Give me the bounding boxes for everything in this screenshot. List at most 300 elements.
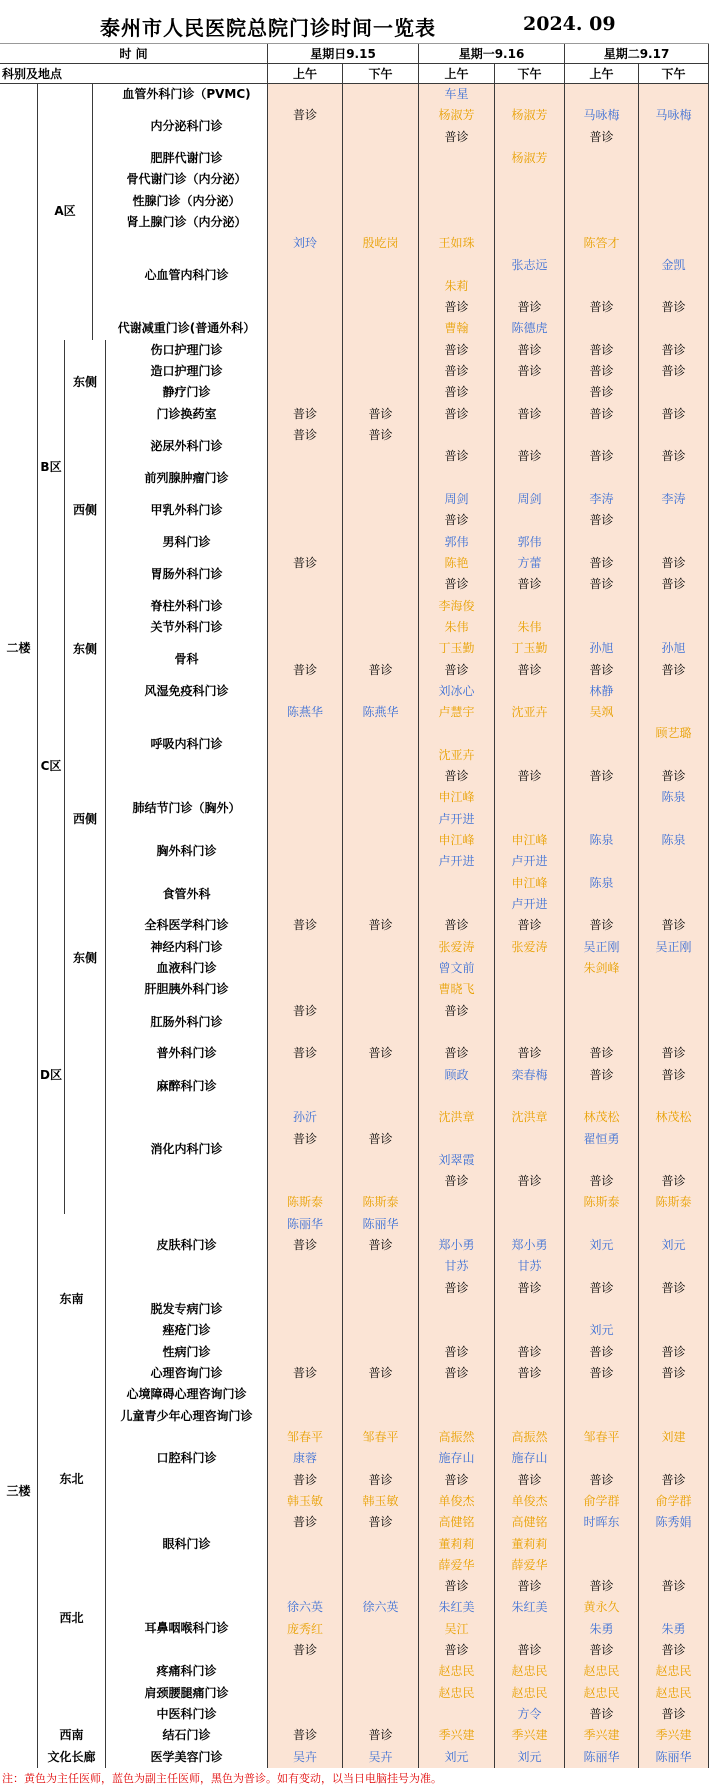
schedule-cell: 赵忠民 <box>495 1683 565 1705</box>
schedule-cell <box>343 1107 419 1129</box>
schedule-cell: 普诊 <box>268 105 343 127</box>
schedule-cell <box>343 382 419 404</box>
schedule-cell <box>343 745 419 767</box>
schedule-cell: 普诊 <box>639 915 709 937</box>
dept-label: 泌尿外科门诊 <box>106 425 268 469</box>
group-xinan: 西南 <box>38 1725 106 1747</box>
schedule-cell <box>343 318 419 340</box>
schedule-cell: 普诊 <box>565 1640 639 1662</box>
group-floor3: 三楼 <box>0 1214 38 1769</box>
dept-label: 结石门诊 <box>106 1725 268 1747</box>
schedule-cell <box>268 1065 343 1087</box>
schedule-cell <box>419 212 495 234</box>
schedule-cell: 韩玉敏 <box>343 1491 419 1513</box>
dept-label: 皮肤科门诊 <box>106 1192 268 1300</box>
schedule-cell <box>419 1022 495 1044</box>
schedule-cell <box>343 1320 419 1342</box>
schedule-cell: 普诊 <box>565 361 639 383</box>
schedule-cell <box>419 1129 495 1151</box>
schedule-cell <box>343 1661 419 1683</box>
schedule-cell <box>268 361 343 383</box>
dept-label: 血液科门诊 <box>106 958 268 980</box>
schedule-cell: 陈丽华 <box>343 1214 419 1236</box>
schedule-cell <box>268 148 343 170</box>
schedule-cell: 车星 <box>419 84 495 106</box>
group-east: 东侧 <box>65 937 106 981</box>
schedule-cell: 吴卉 <box>268 1747 343 1769</box>
schedule-cell: 普诊 <box>268 915 343 937</box>
schedule-cell <box>343 617 419 639</box>
schedule-cell: 朱莉 <box>419 276 495 298</box>
schedule-cell <box>268 1384 343 1406</box>
schedule-cell: 普诊 <box>565 1043 639 1065</box>
schedule-cell <box>343 894 419 916</box>
page-title: 泰州市人民医院总院门诊时间一览表 <box>100 16 436 40</box>
schedule-cell: 曹晓飞 <box>419 979 495 1001</box>
schedule-cell: 普诊 <box>639 574 709 596</box>
schedule-cell <box>565 787 639 809</box>
schedule-cell: 普诊 <box>495 1278 565 1300</box>
schedule-cell: 普诊 <box>565 446 639 468</box>
schedule-cell <box>343 553 419 575</box>
schedule-cell <box>343 1001 419 1023</box>
schedule-cell <box>419 169 495 191</box>
schedule-cell: 普诊 <box>565 382 639 404</box>
schedule-cell: 季兴建 <box>419 1725 495 1747</box>
schedule-cell: 陈斯泰 <box>343 1192 419 1214</box>
dept-label: 消化内科门诊 <box>106 1107 268 1193</box>
schedule-cell <box>639 1001 709 1023</box>
schedule-cell <box>419 1704 495 1726</box>
schedule-cell <box>565 169 639 191</box>
schedule-cell <box>268 1342 343 1364</box>
schedule-cell <box>495 1129 565 1151</box>
schedule-cell <box>343 1683 419 1705</box>
header-am: 上午 <box>419 64 495 84</box>
schedule-cell: 普诊 <box>419 1278 495 1300</box>
schedule-cell: 施存山 <box>495 1448 565 1470</box>
schedule-cell: 普诊 <box>565 766 639 788</box>
schedule-cell <box>268 1256 343 1278</box>
schedule-cell <box>639 1448 709 1470</box>
schedule-cell <box>343 1534 419 1556</box>
schedule-cell: 普诊 <box>565 1704 639 1726</box>
schedule-cell: 普诊 <box>565 660 639 682</box>
schedule-cell: 赵忠民 <box>639 1661 709 1683</box>
schedule-cell: 曾文前 <box>419 958 495 980</box>
header-am: 上午 <box>565 64 639 84</box>
schedule-cell <box>565 1406 639 1428</box>
schedule-cell: 普诊 <box>419 1171 495 1193</box>
schedule-cell: 普诊 <box>639 766 709 788</box>
dept-label: 肺结节门诊（胸外） <box>106 787 268 831</box>
schedule-cell <box>565 532 639 554</box>
schedule-cell <box>343 638 419 660</box>
group-dongbei: 东北 <box>38 1448 106 1513</box>
schedule-cell: 韩玉敏 <box>268 1491 343 1513</box>
dept-label: 胃肠外科门诊 <box>106 553 268 597</box>
schedule-cell <box>343 340 419 362</box>
dept-label: 肾上腺门诊（内分泌） <box>106 212 268 234</box>
header-day-2: 星期二9.17 <box>565 44 709 64</box>
schedule-cell: 普诊 <box>639 1363 709 1385</box>
schedule-cell <box>565 1022 639 1044</box>
schedule-cell <box>268 297 343 319</box>
schedule-cell: 翟恒勇 <box>565 1129 639 1151</box>
schedule-cell <box>343 681 419 703</box>
schedule-cell <box>565 809 639 831</box>
schedule-cell <box>268 1534 343 1556</box>
schedule-cell <box>495 958 565 980</box>
schedule-cell: 陈艳 <box>419 553 495 575</box>
group-zoneA: A区 <box>38 84 93 341</box>
dept-label: 关节外科门诊 <box>106 617 268 639</box>
schedule-cell <box>495 1001 565 1023</box>
schedule-cell: 杨淑芳 <box>419 105 495 127</box>
schedule-cell: 赵忠民 <box>495 1661 565 1683</box>
schedule-cell <box>639 148 709 170</box>
schedule-cell: 周剑 <box>495 489 565 511</box>
schedule-cell <box>639 318 709 340</box>
schedule-cell: 普诊 <box>419 1576 495 1598</box>
schedule-cell: 高健铭 <box>495 1512 565 1534</box>
schedule-cell: 普诊 <box>268 553 343 575</box>
dept-label: 心理咨询门诊 <box>106 1363 268 1385</box>
schedule-cell <box>495 1406 565 1428</box>
schedule-cell: 普诊 <box>639 553 709 575</box>
dept-label: 心境障碍心理咨询门诊 <box>106 1384 268 1406</box>
schedule-cell <box>343 1086 419 1108</box>
schedule-cell: 吴飒 <box>565 702 639 724</box>
dept-label: 静疗门诊 <box>106 382 268 404</box>
schedule-cell: 刘冰心 <box>419 681 495 703</box>
schedule-cell <box>268 638 343 660</box>
schedule-cell <box>343 1256 419 1278</box>
schedule-cell <box>495 787 565 809</box>
schedule-cell <box>343 596 419 618</box>
schedule-cell: 申江峰 <box>419 830 495 852</box>
schedule-cell: 卢开进 <box>495 851 565 873</box>
schedule-cell <box>565 745 639 767</box>
dept-label: 心血管内科门诊 <box>106 233 268 319</box>
schedule-cell: 陈德虎 <box>495 318 565 340</box>
schedule-cell: 陈泉 <box>565 830 639 852</box>
schedule-cell <box>495 510 565 532</box>
schedule-cell: 朱剑峰 <box>565 958 639 980</box>
group-east: 东侧 <box>65 596 106 704</box>
schedule-cell <box>343 468 419 490</box>
schedule-cell: 普诊 <box>419 1342 495 1364</box>
schedule-cell <box>268 318 343 340</box>
schedule-cell: 普诊 <box>639 446 709 468</box>
dept-label: 性病门诊 <box>106 1342 268 1364</box>
dept-label: 骨代谢门诊（内分泌） <box>106 169 268 191</box>
schedule-cell <box>419 873 495 895</box>
schedule-cell <box>268 1661 343 1683</box>
schedule-cell: 朱红美 <box>419 1597 495 1619</box>
schedule-cell: 甘苏 <box>495 1256 565 1278</box>
schedule-cell <box>495 468 565 490</box>
dept-label: 代谢减重门诊(普通外科） <box>106 318 268 340</box>
schedule-cell: 卢慧宇 <box>419 702 495 724</box>
schedule-cell: 普诊 <box>419 1363 495 1385</box>
schedule-cell: 普诊 <box>639 340 709 362</box>
schedule-cell: 普诊 <box>419 574 495 596</box>
schedule-cell: 普诊 <box>565 915 639 937</box>
schedule-cell: 董莉莉 <box>495 1534 565 1556</box>
group-blank <box>38 1384 106 1449</box>
schedule-cell <box>343 1555 419 1577</box>
page-date: 2024. 09 <box>523 13 616 35</box>
schedule-cell <box>419 468 495 490</box>
schedule-cell <box>495 1086 565 1108</box>
schedule-cell: 刘玲 <box>268 233 343 255</box>
schedule-cell <box>343 446 419 468</box>
schedule-cell <box>268 212 343 234</box>
schedule-cell <box>268 340 343 362</box>
schedule-cell <box>565 191 639 213</box>
schedule-cell: 陈秀娟 <box>639 1512 709 1534</box>
schedule-cell <box>419 148 495 170</box>
header-am: 上午 <box>268 64 343 84</box>
schedule-cell <box>343 1022 419 1044</box>
schedule-cell: 陈斯泰 <box>268 1192 343 1214</box>
dept-label: 肥胖代谢门诊 <box>106 148 268 170</box>
schedule-cell: 普诊 <box>565 1576 639 1598</box>
schedule-cell: 普诊 <box>343 425 419 447</box>
group-east: 东侧 <box>65 340 106 426</box>
schedule-cell: 普诊 <box>343 1512 419 1534</box>
schedule-cell: 季兴建 <box>565 1725 639 1747</box>
schedule-cell: 普诊 <box>419 510 495 532</box>
dept-label: 内分泌科门诊 <box>106 105 268 149</box>
schedule-cell: 林茂松 <box>639 1107 709 1129</box>
dept-label: 脱发专病门诊 <box>106 1299 268 1321</box>
schedule-cell: 刘元 <box>639 1235 709 1257</box>
schedule-cell: 普诊 <box>268 1640 343 1662</box>
schedule-cell <box>565 1214 639 1236</box>
schedule-cell <box>343 489 419 511</box>
schedule-cell <box>639 382 709 404</box>
schedule-cell <box>639 276 709 298</box>
schedule-cell <box>639 873 709 895</box>
schedule-cell: 陈斯泰 <box>639 1192 709 1214</box>
schedule-cell <box>639 1022 709 1044</box>
schedule-cell: 林静 <box>565 681 639 703</box>
schedule-cell <box>419 1406 495 1428</box>
dept-label: 肩颈腰腿痛门诊 <box>106 1683 268 1705</box>
schedule-cell <box>343 510 419 532</box>
schedule-cell <box>419 894 495 916</box>
dept-label: 血管外科门诊（PVMC) <box>106 84 268 106</box>
schedule-cell <box>268 937 343 959</box>
schedule-cell: 普诊 <box>639 660 709 682</box>
schedule-cell <box>343 830 419 852</box>
schedule-cell <box>343 851 419 873</box>
schedule-cell: 庞秀红 <box>268 1619 343 1641</box>
schedule-cell <box>343 84 419 106</box>
schedule-cell <box>343 1576 419 1598</box>
schedule-cell <box>268 851 343 873</box>
schedule-cell <box>639 1256 709 1278</box>
schedule-cell: 普诊 <box>495 1342 565 1364</box>
schedule-cell: 李涛 <box>565 489 639 511</box>
schedule-cell: 康蓉 <box>268 1448 343 1470</box>
schedule-cell: 普诊 <box>639 1065 709 1087</box>
schedule-cell <box>343 873 419 895</box>
schedule-cell <box>268 745 343 767</box>
schedule-cell: 曹翰 <box>419 318 495 340</box>
schedule-cell: 普诊 <box>495 361 565 383</box>
schedule-cell: 普诊 <box>268 1470 343 1492</box>
schedule-cell: 赵忠民 <box>639 1683 709 1705</box>
schedule-cell: 郭伟 <box>495 532 565 554</box>
schedule-cell: 吴正刚 <box>565 937 639 959</box>
schedule-cell: 刘建 <box>639 1427 709 1449</box>
header-pm: 下午 <box>495 64 565 84</box>
schedule-cell <box>268 382 343 404</box>
schedule-cell <box>495 382 565 404</box>
dept-label: 医学美容门诊 <box>106 1747 268 1769</box>
schedule-cell: 普诊 <box>268 660 343 682</box>
schedule-cell: 朱伟 <box>495 617 565 639</box>
schedule-cell: 普诊 <box>419 766 495 788</box>
schedule-cell <box>268 468 343 490</box>
schedule-cell: 卢开进 <box>419 809 495 831</box>
schedule-cell <box>343 787 419 809</box>
group-floor2: 二楼 <box>0 84 38 1215</box>
schedule-cell: 沈洪章 <box>419 1107 495 1129</box>
schedule-cell <box>343 191 419 213</box>
dept-label: 甲乳外科门诊 <box>106 489 268 533</box>
schedule-cell <box>343 255 419 277</box>
dept-label: 痤疮门诊 <box>106 1320 268 1342</box>
schedule-cell <box>639 1406 709 1428</box>
schedule-cell <box>343 1384 419 1406</box>
schedule-cell: 邹春平 <box>343 1427 419 1449</box>
dept-label: 造口护理门诊 <box>106 361 268 383</box>
schedule-cell: 李海俊 <box>419 596 495 618</box>
schedule-cell: 普诊 <box>495 1470 565 1492</box>
schedule-cell: 陈丽华 <box>639 1747 709 1769</box>
schedule-cell <box>268 1299 343 1321</box>
schedule-cell: 高健铭 <box>419 1512 495 1534</box>
schedule-cell: 普诊 <box>495 574 565 596</box>
schedule-cell: 普诊 <box>565 1065 639 1087</box>
schedule-cell: 丁玉勤 <box>495 638 565 660</box>
schedule-cell <box>639 169 709 191</box>
schedule-cell <box>268 873 343 895</box>
dept-label: 肝胆胰外科门诊 <box>106 979 268 1001</box>
schedule-cell <box>639 702 709 724</box>
schedule-cell: 孙旭 <box>639 638 709 660</box>
schedule-cell <box>639 809 709 831</box>
schedule-cell: 方蕾 <box>495 553 565 575</box>
schedule-cell: 普诊 <box>495 297 565 319</box>
schedule-cell <box>343 127 419 149</box>
schedule-cell: 朱勇 <box>639 1619 709 1641</box>
schedule-cell <box>565 1555 639 1577</box>
schedule-cell <box>639 851 709 873</box>
schedule-cell: 普诊 <box>639 404 709 426</box>
schedule-cell: 普诊 <box>419 404 495 426</box>
dept-label: 胸外科门诊 <box>106 830 268 874</box>
schedule-cell: 普诊 <box>343 404 419 426</box>
header-day-0: 星期日9.15 <box>268 44 419 64</box>
schedule-cell <box>268 276 343 298</box>
schedule-cell <box>639 617 709 639</box>
schedule-cell: 单俊杰 <box>419 1491 495 1513</box>
schedule-cell <box>495 1320 565 1342</box>
schedule-cell: 孙旭 <box>565 638 639 660</box>
dept-label: 口腔科门诊 <box>106 1427 268 1492</box>
schedule-cell <box>343 766 419 788</box>
schedule-cell <box>268 617 343 639</box>
schedule-cell <box>343 809 419 831</box>
schedule-cell: 普诊 <box>419 382 495 404</box>
schedule-cell: 申江峰 <box>495 873 565 895</box>
schedule-cell <box>495 979 565 1001</box>
schedule-cell <box>268 574 343 596</box>
schedule-cell: 普诊 <box>565 1342 639 1364</box>
schedule-cell <box>495 169 565 191</box>
schedule-cell: 普诊 <box>268 1512 343 1534</box>
schedule-cell <box>565 148 639 170</box>
schedule-cell <box>639 1299 709 1321</box>
schedule-cell <box>343 1171 419 1193</box>
schedule-cell <box>639 1534 709 1556</box>
schedule-cell <box>268 1150 343 1172</box>
schedule-cell <box>639 1214 709 1236</box>
schedule-cell: 郭伟 <box>419 532 495 554</box>
schedule-cell <box>343 169 419 191</box>
schedule-cell <box>565 1384 639 1406</box>
schedule-cell: 赵忠民 <box>565 1683 639 1705</box>
header-day-1: 星期一9.16 <box>419 44 565 64</box>
schedule-cell: 俞学群 <box>565 1491 639 1513</box>
schedule-cell: 郑小勇 <box>419 1235 495 1257</box>
schedule-cell: 赵忠民 <box>565 1661 639 1683</box>
dept-label: 神经内科门诊 <box>106 937 268 959</box>
schedule-cell: 刘元 <box>565 1235 639 1257</box>
schedule-cell <box>419 1214 495 1236</box>
schedule-cell <box>268 532 343 554</box>
schedule-cell: 普诊 <box>343 1043 419 1065</box>
schedule-cell <box>268 1576 343 1598</box>
schedule-cell: 普诊 <box>268 1363 343 1385</box>
schedule-cell: 普诊 <box>268 1001 343 1023</box>
schedule-cell <box>268 723 343 745</box>
schedule-cell <box>419 191 495 213</box>
group-zoneD: D区 <box>38 937 65 1215</box>
schedule-cell: 普诊 <box>419 1001 495 1023</box>
schedule-cell <box>565 1150 639 1172</box>
schedule-cell <box>343 532 419 554</box>
schedule-cell <box>639 979 709 1001</box>
schedule-cell <box>343 958 419 980</box>
schedule-cell <box>268 894 343 916</box>
schedule-cell <box>268 979 343 1001</box>
dept-label: 眼科门诊 <box>106 1491 268 1599</box>
schedule-cell: 普诊 <box>565 127 639 149</box>
schedule-cell <box>495 212 565 234</box>
schedule-cell: 普诊 <box>639 1640 709 1662</box>
schedule-cell: 普诊 <box>268 1235 343 1257</box>
schedule-cell <box>639 596 709 618</box>
schedule-cell: 卢开进 <box>495 894 565 916</box>
schedule-cell: 普诊 <box>565 1171 639 1193</box>
dept-label: 疼痛科门诊 <box>106 1661 268 1683</box>
